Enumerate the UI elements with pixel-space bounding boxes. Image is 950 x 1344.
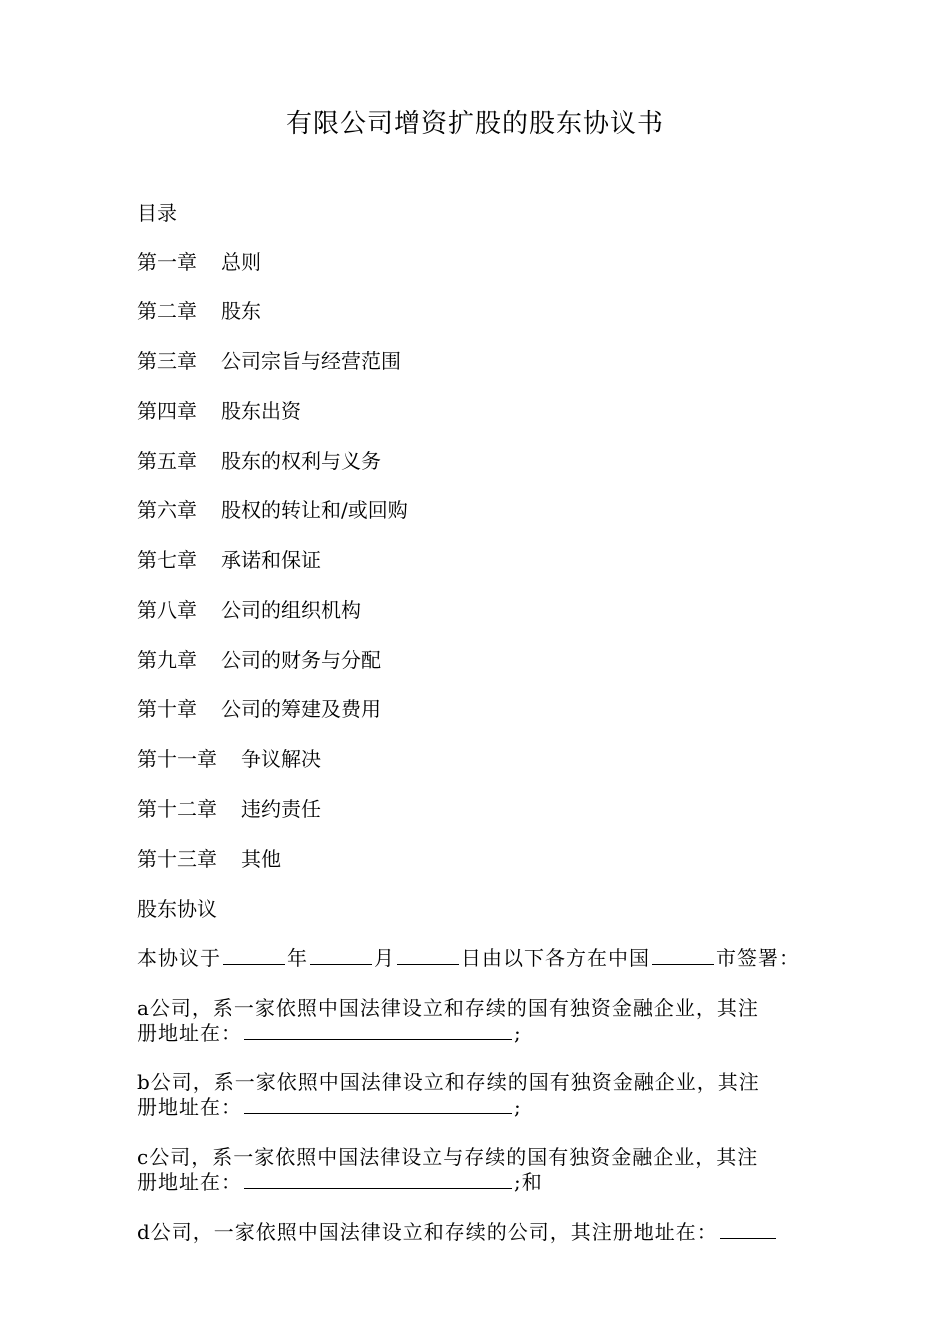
toc-item	[137, 298, 261, 324]
toc-item	[137, 448, 381, 474]
party-address-line	[137, 1220, 817, 1245]
party-paragraph	[137, 1145, 817, 1195]
toc-item	[137, 796, 321, 822]
signing-text: 本协议于	[137, 946, 221, 970]
party-text: b公司，系一家依照中国法律设立和存续的国有独资金融企业，其注	[137, 1070, 760, 1094]
party-text: c公司，系一家依照中国法律设立与存续的国有独资金融企业，其注	[137, 1145, 759, 1169]
toc-item-title: 其他	[241, 847, 281, 871]
toc-item-number: 第七章	[137, 548, 197, 572]
party-text: d公司，一家依照中国法律设立和存续的公司，其注册地址在：	[137, 1220, 718, 1244]
signing-text: 市签署：	[716, 946, 800, 970]
party-text: 册地址在：	[137, 1170, 242, 1194]
toc-item-number: 第八章	[137, 598, 197, 622]
toc-item	[137, 497, 408, 523]
party-text: ;	[514, 1095, 522, 1119]
toc-item-title: 公司的财务与分配	[221, 648, 381, 672]
section-heading: 股东协议	[137, 897, 217, 921]
party-text: ;和	[514, 1170, 543, 1194]
party-address-line	[137, 1095, 817, 1120]
document-title: 有限公司增资扩股的股东协议书	[285, 109, 664, 139]
toc-item-number: 第十一章	[137, 747, 217, 771]
toc-item-title: 承诺和保证	[221, 548, 321, 572]
toc-item-number: 第十章	[137, 697, 197, 721]
toc-item-number: 第十二章	[137, 797, 217, 821]
toc-item-title: 股东出资	[221, 399, 301, 423]
toc-item-title: 股权的转让和/或回购	[221, 498, 408, 522]
toc-item-title: 公司宗旨与经营范围	[221, 349, 401, 373]
party-text: a公司，系一家依照中国法律设立和存续的国有独资金融企业，其注	[137, 996, 759, 1020]
blank-line[interactable]	[310, 946, 372, 965]
toc-item	[137, 398, 301, 424]
blank-line[interactable]	[652, 946, 714, 965]
blank-line[interactable]	[397, 946, 459, 965]
toc-item	[137, 846, 281, 872]
party-text: 册地址在：	[137, 1021, 242, 1045]
party-text: 册地址在：	[137, 1095, 242, 1119]
blank-line[interactable]	[244, 1095, 512, 1114]
party-paragraph	[137, 996, 817, 1046]
party-paragraph	[137, 1070, 817, 1120]
toc-item-title: 违约责任	[241, 797, 321, 821]
party-paragraph	[137, 1220, 817, 1245]
toc-item-title: 总则	[221, 250, 261, 274]
toc-item	[137, 348, 401, 374]
toc-item-number: 第一章	[137, 250, 197, 274]
blank-line[interactable]	[244, 1170, 512, 1189]
toc-item	[137, 696, 381, 722]
toc-item-title: 股东	[221, 299, 261, 323]
toc-item	[137, 547, 321, 573]
toc-heading: 目录	[137, 201, 177, 225]
signing-text: 年	[287, 946, 308, 970]
toc-item-title: 公司的筹建及费用	[221, 697, 381, 721]
toc-item-number: 第四章	[137, 399, 197, 423]
toc-item-title: 股东的权利与义务	[221, 449, 381, 473]
toc-item	[137, 746, 321, 772]
party-text: ;	[514, 1021, 522, 1045]
toc-item-title: 公司的组织机构	[221, 598, 361, 622]
toc-item	[137, 249, 261, 275]
toc-item	[137, 647, 381, 673]
toc-item-number: 第五章	[137, 449, 197, 473]
toc-item-number: 第九章	[137, 648, 197, 672]
toc-item-number: 第三章	[137, 349, 197, 373]
blank-line[interactable]	[244, 1021, 512, 1040]
party-address-line	[137, 1170, 817, 1195]
toc-item-title: 争议解决	[241, 747, 321, 771]
toc-item	[137, 597, 361, 623]
toc-item-number: 第六章	[137, 498, 197, 522]
party-address-line	[137, 1021, 817, 1046]
toc-item-number: 第十三章	[137, 847, 217, 871]
blank-line[interactable]	[720, 1220, 776, 1239]
signing-text: 月	[374, 946, 395, 970]
blank-line[interactable]	[223, 946, 285, 965]
signing-text: 日由以下各方在中国	[461, 946, 650, 970]
signing-line	[137, 945, 800, 971]
toc-item-number: 第二章	[137, 299, 197, 323]
